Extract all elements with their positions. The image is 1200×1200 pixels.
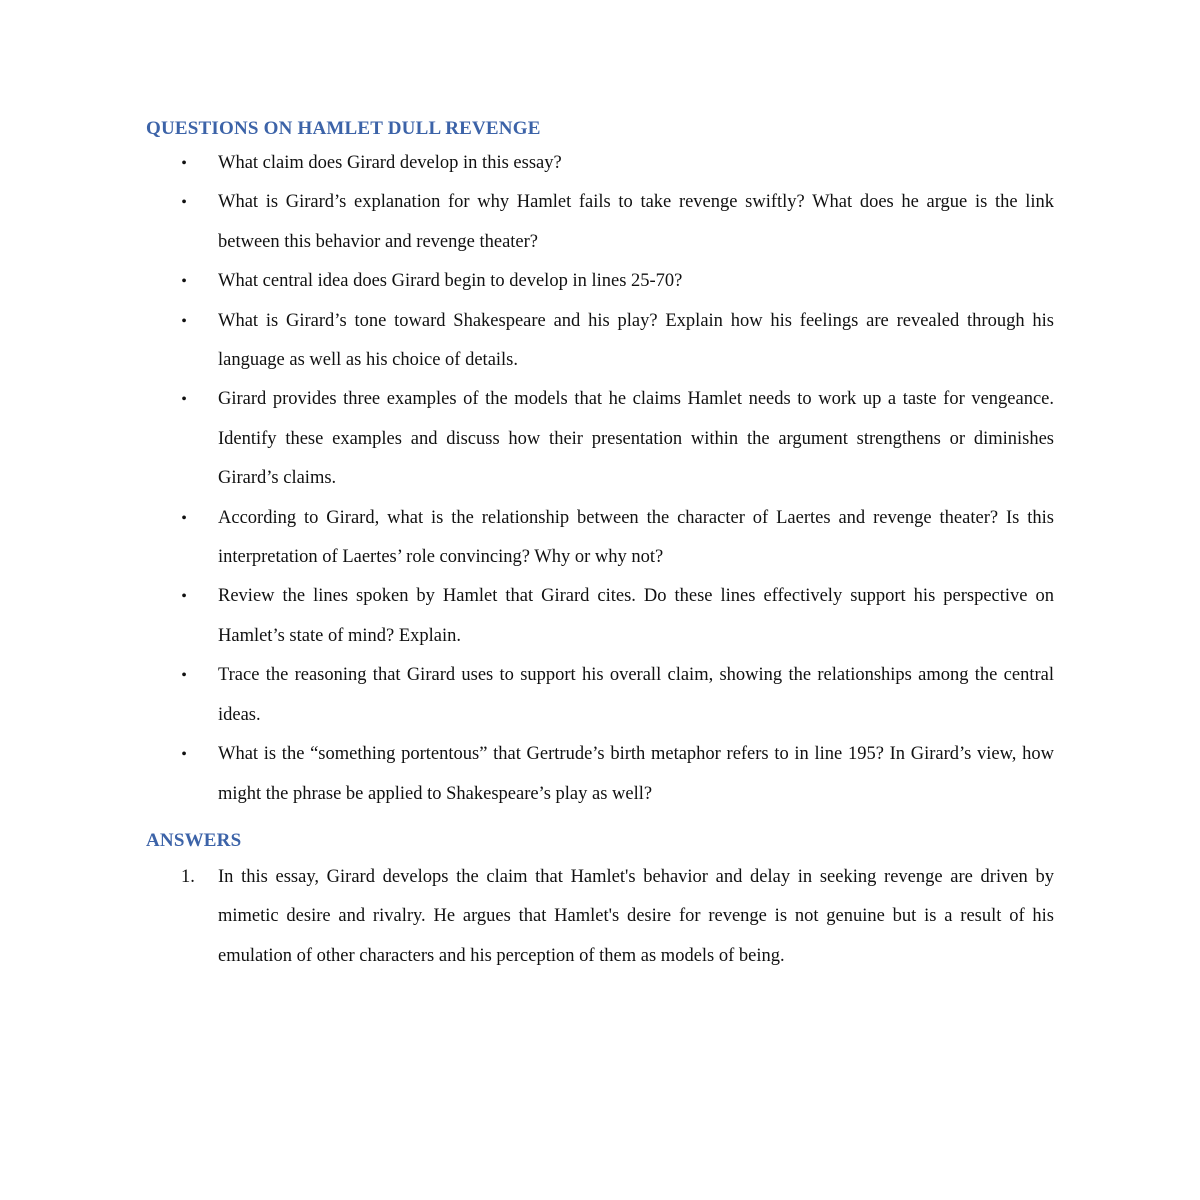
question-item — [146, 577, 1054, 656]
bullet-icon: • — [181, 273, 187, 291]
question-text: What is the “something portentous” that Gertrude’s birth metaphor refers to in line 195? In Girard’s view, how might the phrase be applied to Shakespeare’s play as well? — [218, 744, 1054, 804]
answers-list — [146, 858, 1054, 976]
answer-item — [146, 858, 1054, 976]
question-text: According to Girard, what is the relationship between the character of Laertes and revenge theater? Is this interpretation of Laertes’ role convincing? Why or why not? — [218, 507, 1054, 568]
question-item — [146, 144, 1054, 183]
answer-number: 1. — [181, 866, 195, 887]
question-item — [146, 656, 1054, 735]
question-text: Review the lines spoken by Hamlet that Girard cites. Do these lines effectively support his perspective on Hamlet’s state of mind? Explain. — [218, 586, 1054, 646]
answer-text: In this essay, Girard develops the claim that Hamlet's behavior and delay in seeking revenge are driven by mimetic desire and rivalry. He argues that Hamlet's desire for revenge is not genuine but is a result of his emulation of other characters and his perception of them as models of being. — [218, 866, 1054, 966]
question-item — [146, 183, 1054, 262]
bullet-icon: • — [181, 312, 187, 330]
questions-list — [146, 144, 1054, 814]
question-item — [146, 262, 1054, 301]
bullet-icon: • — [181, 509, 187, 527]
bullet-icon: • — [181, 155, 187, 172]
bullet-icon: • — [181, 746, 187, 764]
question-item — [146, 380, 1054, 498]
questions-heading: QUESTIONS ON HAMLET DULL REVENGE — [146, 118, 541, 139]
question-text: What claim does Girard develop in this essay? — [218, 153, 562, 173]
bullet-icon: • — [181, 588, 187, 606]
question-item — [146, 302, 1054, 381]
question-text: Girard provides three examples of the models that he claims Hamlet needs to work up a taste for vengeance. Identify these examples and discuss how their presentation within the argument strengthens or diminishes Girard’s claims. — [218, 389, 1054, 489]
question-text: What central idea does Girard begin to develop in lines 25-70? — [218, 271, 683, 292]
question-item — [146, 735, 1054, 814]
question-item — [146, 499, 1054, 578]
document-page — [146, 116, 1054, 976]
bullet-icon: • — [181, 391, 187, 409]
question-text: Trace the reasoning that Girard uses to support his overall claim, showing the relationships among the central ideas. — [218, 665, 1054, 725]
bullet-icon: • — [181, 667, 187, 685]
question-text: What is Girard’s explanation for why Hamlet fails to take revenge swiftly? What does he argue is the link between this behavior and revenge theater? — [218, 192, 1054, 252]
bullet-icon: • — [181, 194, 187, 212]
answers-heading: ANSWERS — [146, 829, 242, 851]
question-text: What is Girard’s tone toward Shakespeare and his play? Explain how his feelings are revealed through his language as well as his choice of details. — [218, 310, 1054, 371]
